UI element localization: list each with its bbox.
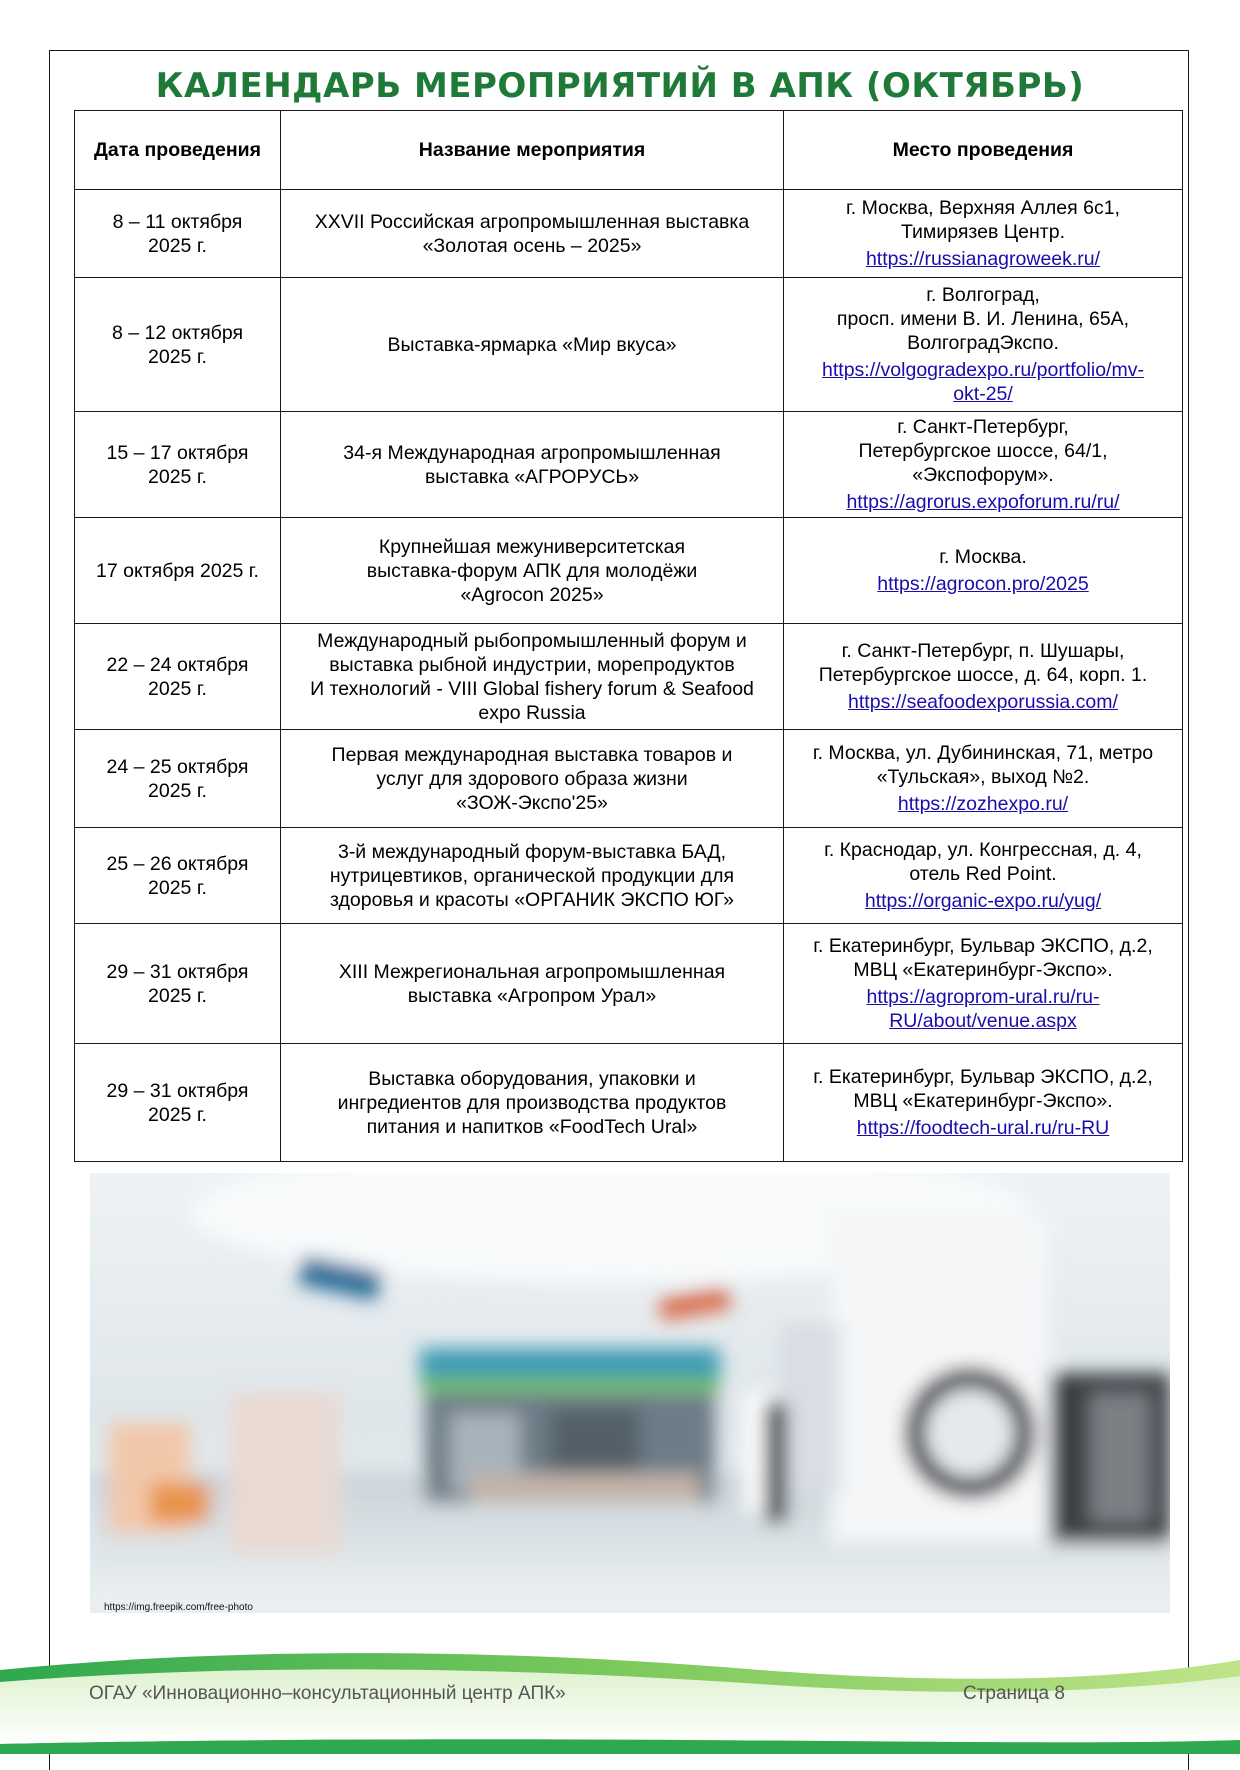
event-place-line: г. Екатеринбург, Бульвар ЭКСПО, д.2, <box>813 935 1153 957</box>
event-date-line: 8 – 12 октября <box>111 321 244 344</box>
event-date-line: 2025 г. <box>148 876 207 899</box>
event-place-line: г. Волгоград, <box>926 284 1040 306</box>
event-name-line: 34-я Международная агропромышленная <box>343 441 721 464</box>
event-name-line: выставка «АГРОРУСЬ» <box>424 465 640 488</box>
events-table <box>74 110 1183 1162</box>
event-place-line: г. Краснодар, ул. Конгрессная, д. 4, <box>824 839 1142 861</box>
event-place-line: г. Москва. <box>939 546 1027 568</box>
event-place <box>784 278 1183 412</box>
event-date <box>75 190 281 278</box>
event-place-line: просп. имени В. И. Ленина, 65А, <box>836 308 1130 330</box>
event-date-line: 8 – 11 октября <box>112 210 243 233</box>
footer-page-number: Страница 8 <box>963 1683 1065 1704</box>
event-date-line: 2025 г. <box>148 345 207 368</box>
event-place-line: ВолгоградЭкспо. <box>907 332 1059 354</box>
event-place-line: Тимирязев Центр. <box>900 221 1065 243</box>
event-website-link-line: https://seafoodexporussia.com/ <box>848 691 1118 713</box>
table-row <box>75 730 1183 828</box>
event-place-line: «Тульская», выход №2. <box>876 766 1090 788</box>
event-place <box>784 828 1183 924</box>
table-row <box>75 412 1183 518</box>
table-row <box>75 190 1183 278</box>
table-header-row <box>75 111 1183 190</box>
event-name <box>281 278 784 412</box>
event-name-line: «Золотая осень – 2025» <box>422 234 642 257</box>
table-row <box>75 278 1183 412</box>
event-website-link[interactable] <box>790 490 1176 514</box>
event-website-link[interactable] <box>790 889 1176 913</box>
event-website-link-line: RU/about/venue.aspx <box>889 1010 1077 1032</box>
event-website-link-line: https://zozhexpo.ru/ <box>897 793 1069 815</box>
event-date-line: 25 – 26 октября <box>106 852 249 875</box>
event-date-line: 24 – 25 октября <box>106 755 249 778</box>
footer-organization: ОГАУ «Инновационно–консультационный центр АПК» <box>89 1683 566 1704</box>
event-name-line: И технологий - VIII Global fishery forum & Seafood <box>310 677 754 700</box>
event-name-line: 3-й международный форум-выставка БАД, <box>337 840 727 863</box>
event-website-link-line: https://organic-expo.ru/yug/ <box>864 890 1102 912</box>
event-place-line: г. Москва, ул. Дубининская, 71, метро <box>812 742 1154 764</box>
event-name-line: выставка «Агропром Урал» <box>407 984 657 1007</box>
event-date-line: 15 – 17 октября <box>106 441 249 464</box>
event-date <box>75 730 281 828</box>
table-row <box>75 828 1183 924</box>
event-name <box>281 828 784 924</box>
event-place <box>784 1044 1183 1162</box>
event-place <box>784 412 1183 518</box>
event-place-line: МВЦ «Екатеринбург-Экспо». <box>853 959 1113 981</box>
event-name-line: нутрицевтиков, органической продукции для <box>329 864 735 887</box>
event-website-link[interactable] <box>790 690 1176 714</box>
event-place <box>784 190 1183 278</box>
event-place <box>784 518 1183 624</box>
blurred-mall-image <box>90 1173 1170 1613</box>
event-date-line: 2025 г. <box>148 465 207 488</box>
expo-hall-photo <box>90 1173 1170 1613</box>
event-name-line: Первая международная выставка товаров и <box>331 743 733 766</box>
event-place-line: г. Екатеринбург, Бульвар ЭКСПО, д.2, <box>813 1066 1153 1088</box>
event-place-line: г. Санкт-Петербург, <box>897 416 1069 438</box>
event-name-line: Выставка оборудования, упаковки и <box>368 1067 696 1090</box>
table-row <box>75 1044 1183 1162</box>
event-name-line: «ЗОЖ-Экспо'25» <box>456 791 608 814</box>
header-place: Место проведения <box>784 111 1183 190</box>
event-name <box>281 1044 784 1162</box>
event-place-line: г. Санкт-Петербург, п. Шушары, <box>841 640 1125 662</box>
event-website-link-line: okt-25/ <box>953 383 1013 405</box>
event-place-line: МВЦ «Екатеринбург-Экспо». <box>853 1090 1113 1112</box>
event-date-line: 29 – 31 октября <box>106 1079 249 1102</box>
event-name <box>281 412 784 518</box>
event-place <box>784 924 1183 1044</box>
event-name-line: «Agrocon 2025» <box>460 583 604 606</box>
event-website-link[interactable] <box>790 358 1176 406</box>
event-name-line: питания и напитков «FoodTech Ural» <box>366 1115 698 1138</box>
event-website-link-line: https://agroprom-ural.ru/ru- <box>866 986 1100 1008</box>
event-website-link-line: https://agrorus.expoforum.ru/ru/ <box>846 491 1120 513</box>
event-website-link[interactable] <box>790 247 1176 271</box>
event-website-link-line: https://agrocon.pro/2025 <box>877 573 1089 595</box>
event-date <box>75 278 281 412</box>
event-date-line: 2025 г. <box>148 1103 207 1126</box>
event-name-line: Международный рыбопромышленный форум и <box>317 629 747 652</box>
event-name-line: выставка-форум АПК для молодёжи <box>366 559 698 582</box>
event-place-line: «Экспофорум». <box>912 464 1054 486</box>
event-website-link-line: https://volgogradexpo.ru/portfolio/mv- <box>822 359 1144 381</box>
event-date-line: 2025 г. <box>148 234 207 257</box>
event-place-line: отель Red Point. <box>909 863 1057 885</box>
event-name-line: здоровья и красоты «ОРГАНИК ЭКСПО ЮГ» <box>330 888 734 911</box>
event-date-line: 2025 г. <box>148 677 207 700</box>
event-place <box>784 624 1183 730</box>
event-name <box>281 730 784 828</box>
table-row <box>75 624 1183 730</box>
photo-credit: https://img.freepik.com/free-photo <box>104 1602 253 1613</box>
event-date-line: 2025 г. <box>148 984 207 1007</box>
header-date: Дата проведения <box>75 111 281 190</box>
header-name: Название мероприятия <box>281 111 784 190</box>
event-name <box>281 624 784 730</box>
event-date-line: 2025 г. <box>148 779 207 802</box>
event-website-link-line: https://foodtech-ural.ru/ru-RU <box>856 1117 1110 1139</box>
event-website-link[interactable] <box>790 1116 1176 1140</box>
table-row <box>75 518 1183 624</box>
event-date <box>75 624 281 730</box>
event-name-line: ингредиентов для производства продуктов <box>337 1091 727 1114</box>
event-place-line: Петербургское шоссе, 64/1, <box>858 440 1108 462</box>
event-place-line: г. Москва, Верхняя Аллея 6с1, <box>846 197 1120 219</box>
event-date <box>75 1044 281 1162</box>
event-place-line: Петербургское шоссе, д. 64, корп. 1. <box>818 664 1148 686</box>
event-name <box>281 190 784 278</box>
event-name-line: XIII Межрегиональная агропромышленная <box>338 960 726 983</box>
event-date <box>75 924 281 1044</box>
event-date-line: 29 – 31 октября <box>106 960 249 983</box>
table-row <box>75 924 1183 1044</box>
event-website-link-line: https://russianagroweek.ru/ <box>865 248 1101 270</box>
event-date <box>75 518 281 624</box>
event-website-link[interactable] <box>790 572 1176 596</box>
event-name-line: Крупнейшая межуниверситетская <box>378 535 686 558</box>
event-date <box>75 412 281 518</box>
event-name <box>281 924 784 1044</box>
event-date-line: 17 октября 2025 г. <box>96 559 259 582</box>
event-website-link[interactable] <box>790 792 1176 816</box>
event-name <box>281 518 784 624</box>
event-name-line: услуг для здорового образа жизни <box>376 767 688 790</box>
event-name-line: выставка рыбной индустрии, морепродуктов <box>329 653 735 676</box>
page-title: КАЛЕНДАРЬ МЕРОПРИЯТИЙ В АПК (ОКТЯБРЬ) <box>155 66 1085 106</box>
event-name-line: Выставка-ярмарка «Мир вкуса» <box>387 333 677 356</box>
event-name-line: expo Russia <box>478 701 586 724</box>
event-name-line: XXVII Российская агропромышленная выставка <box>314 210 750 233</box>
event-place <box>784 730 1183 828</box>
event-website-link[interactable] <box>790 985 1176 1033</box>
event-date <box>75 828 281 924</box>
event-date-line: 22 – 24 октября <box>106 653 249 676</box>
